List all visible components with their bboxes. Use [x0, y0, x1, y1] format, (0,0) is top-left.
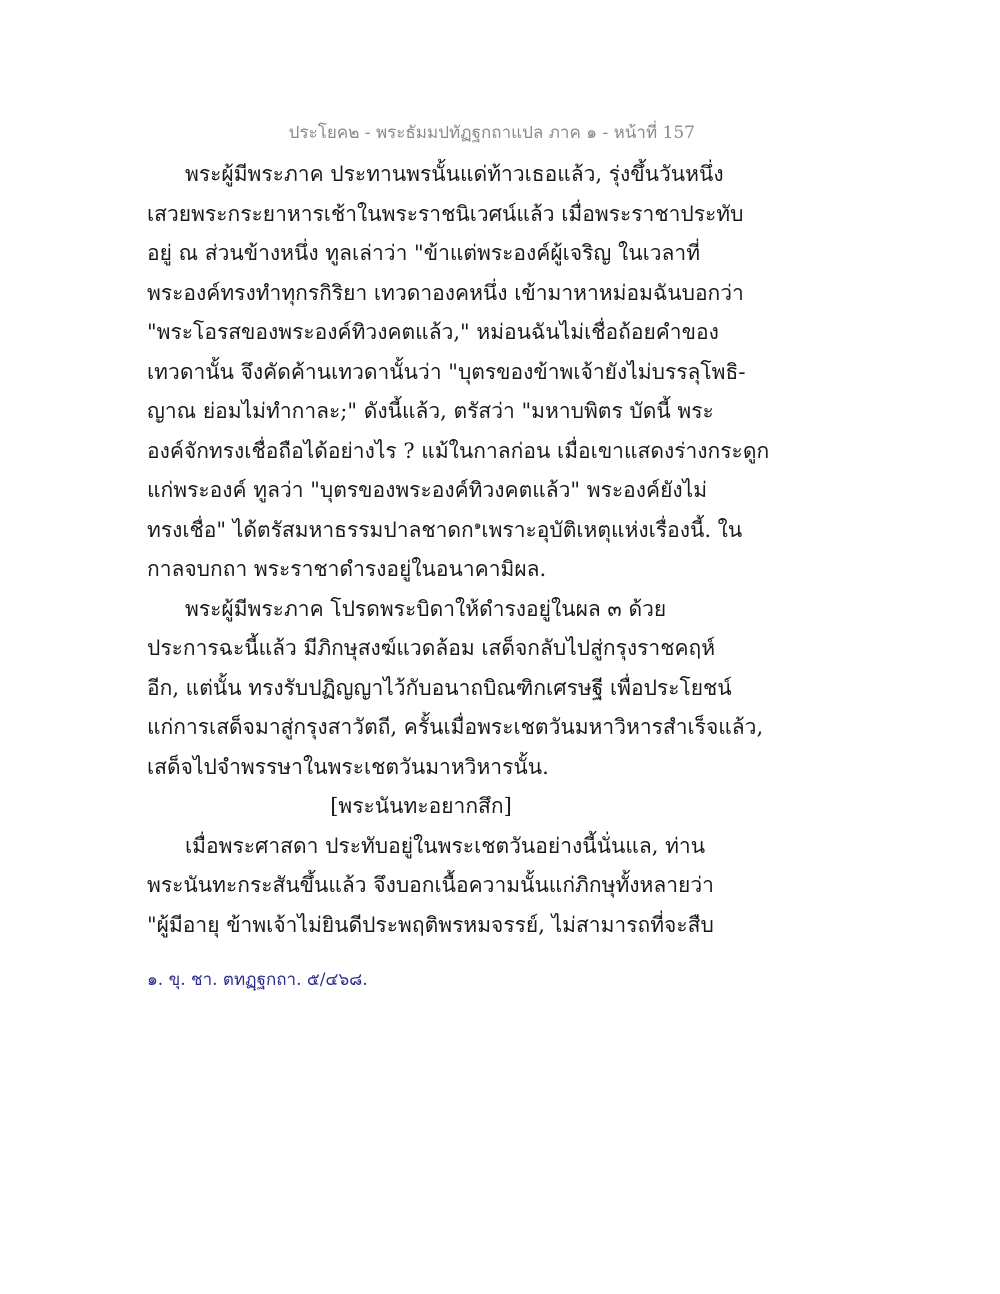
body-line: เมื่อพระศาสดา ประทับอยู่ในพระเชตวันอย่างนี้นั่นแล, ท่าน	[185, 833, 706, 858]
body-line: อีก, แต่นั้น ทรงรับปฏิญญาไว้กับอนาถบิณฑิกเศรษฐี เพื่อประโยชน์	[147, 675, 732, 700]
body-line: พระผู้มีพระภาค โปรดพระบิดาให้ดำรงอยู่ในผล ๓ ด้วย	[185, 596, 667, 621]
body-line: เสด็จไปจำพรรษาในพระเชตวันมาหวิหารนั้น.	[147, 754, 549, 779]
body-line: กาลจบกถา พระราชาดำรงอยู่ในอนาคามิผล.	[147, 557, 547, 581]
body-line: เทวดานั้น จึงคัดค้านเทวดานั้นว่า "บุตรของข้าพเจ้ายังไม่บรรลุโพธิ-	[147, 359, 746, 384]
body-line: องค์จักทรงเชื่อถือได้อย่างไร ? แม้ในกาลก่อน เมื่อเขาแสดงร่างกระดูก	[147, 438, 770, 463]
section-heading: [พระนันทะอยากสึก]	[330, 794, 512, 818]
paragraph	[147, 590, 764, 788]
body-line: แก่พระองค์ ทูลว่า "บุตรของพระองค์ทิวงคตแล้ว" พระองค์ยังไม่	[147, 478, 708, 502]
body-line: พระผู้มีพระภาค ประทานพรนั้นแด่ท้าวเธอแล้ว, รุ่งขึ้นวันหนึ่ง	[185, 162, 724, 186]
body-line: "ผู้มีอายุ ข้าพเจ้าไม่ยินดีประพฤติพรหมจรรย์, ไม่สามารถที่จะสืบ	[147, 912, 714, 937]
body-line: เสวยพระกระยาหารเช้าในพระราชนิเวศน์แล้ว เมื่อพระราชาประทับ	[147, 201, 744, 226]
body-line: "พระโอรสของพระองค์ทิวงคตแล้ว," หม่อนฉันไม่เชื่อถ้อยคำของ	[147, 320, 719, 344]
footnote: ๑. ขุ. ชา. ตทฏฺฐกถา. ๕/๔๖๘.	[147, 970, 368, 990]
body-line: พระนันทะกระสันขึ้นแล้ว จึงบอกเนื้อความนั้นแก่ภิกษุทั้งหลายว่า	[147, 873, 714, 897]
line-segment: ทรงเชื่อ" ได้ตรัสมหาธรรมปาลชาดก	[147, 517, 474, 542]
body-line: ญาณ ย่อมไม่ทำกาละ;" ดังนี้แล้ว, ตรัสว่า "มหาบพิตร บัดนี้ พระ	[147, 399, 714, 423]
footnote-marker: ๑	[473, 517, 482, 532]
body-line: อยู่ ณ ส่วนข้างหนึ่ง ทูลเล่าว่า "ข้าแต่พระองค์ผู้เจริญ ในเวลาที่	[147, 241, 701, 265]
paragraph	[147, 155, 770, 590]
body-line: ประการฉะนี้แล้ว มีภิกษุสงฆ์แวดล้อม เสด็จกลับไปสู่กรุงราชคฤห์	[147, 636, 716, 660]
body-line: แก่การเสด็จมาสู่กรุงสาวัตถี, ครั้นเมื่อพระเชตวันมหาวิหารสำเร็จแล้ว,	[147, 715, 764, 739]
paragraph	[147, 827, 714, 946]
running-header: ประโยค๒ - พระธัมมปทัฏฐกถาแปล ภาค ๑ - หน้าที่ 157	[288, 123, 695, 143]
body-line: พระองค์ทรงทำทุกรกิริยา เทวดาองคหนึ่ง เข้ามาหาหม่อมฉันบอกว่า	[147, 280, 744, 305]
body-line-with-footnote-ref	[147, 511, 743, 551]
body-text	[147, 155, 770, 945]
line-segment: เพราะอุบัติเหตุแห่งเรื่องนี้. ใน	[481, 517, 743, 542]
